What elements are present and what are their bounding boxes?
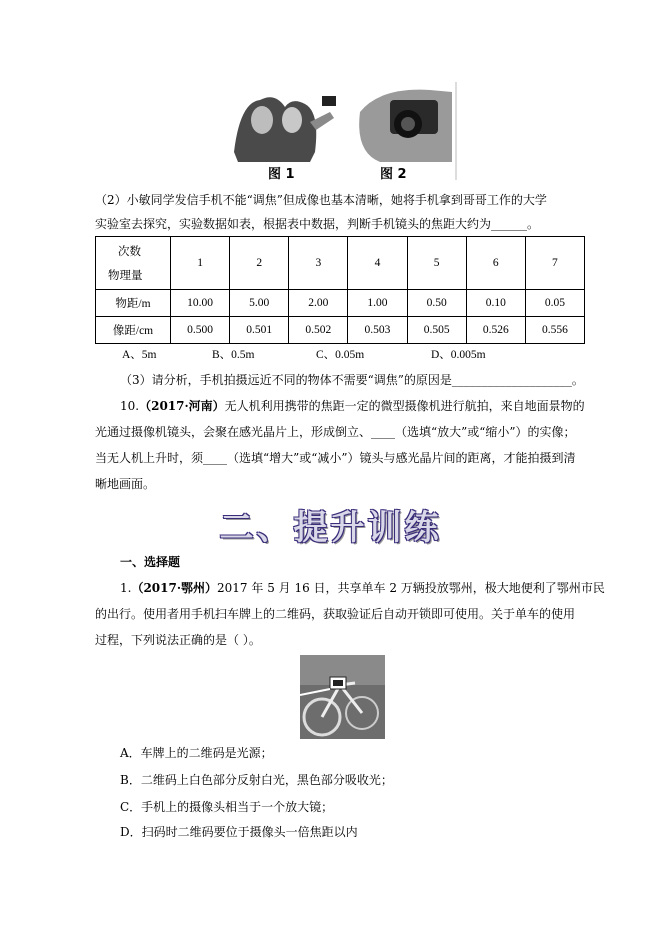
table-cell: 1.00 [348,290,407,317]
option-b: B、0.5m [212,349,255,361]
q10-line2: 光通过摄像机镜头，会聚在感光晶片上，形成倒立、____（选填“放大”或“缩小”）的实像； [95,425,576,439]
q10-line4: 晰地画面。 [95,477,156,491]
choice-c: C．手机上的摄像头相当于一个放大镜； [120,800,334,814]
q10-text: 无人机利用携带的焦距一定的微型摄像机进行航拍，来自地面景物的 [224,399,585,413]
header-top-label: 次数 [118,246,141,258]
table-cell: 0.502 [289,317,348,344]
column-header: 5 [407,237,466,290]
photos-image [230,82,458,180]
table-header-row [96,237,585,290]
q1-line1 [120,576,605,601]
choice-d: D．扫码时二维码要位于摄像头一倍焦距以内 [120,825,358,839]
bike-photo [300,655,385,739]
table-row [96,290,585,317]
q3-text: （3）请分析，手机拍摄远近不同的物体不需要“调焦”的原因是____________________。 [120,373,584,387]
figure-photos [230,82,458,180]
q1-line3: 过程，下列说法正确的是（ ）。 [95,633,261,647]
column-header: 3 [289,237,348,290]
q10-line3: 当无人机上升时，须____（选填“增大”或“减小”）镜头与感光晶片间的距离，才能拍摄到清 [95,451,576,465]
figure-caption-2: 图 2 [380,167,407,182]
table-cell: 0.503 [348,317,407,344]
table-cell: 5.00 [230,290,289,317]
q1-text: 2017 年 5 月 16 日，共享单车 2 万辆投放鄂州，极大地便利了鄂州市民 [217,581,605,595]
q1-source: （2017·鄂州） [131,581,218,595]
option-a: A、5m [122,349,157,361]
column-header: 6 [466,237,525,290]
table-cell: 0.556 [525,317,584,344]
q1-line2: 的出行。使用者用手机扫车牌上的二维码，获取验证后自动开锁即可使用。关于单车的使用 [95,607,576,621]
q10-source: （2017·河南） [139,399,225,413]
subsection-title: 一、选择题 [120,555,181,569]
choice-a: A．车牌上的二维码是光源； [120,746,273,760]
column-header: 1 [171,237,230,290]
table-row [96,317,585,344]
table-cell: 0.505 [407,317,466,344]
q2-line1: （2）小敏同学发信手机不能“调焦”但成像也基本清晰，她将手机拿到哥哥工作的大学 [95,193,547,207]
q10-number: 10. [120,399,140,413]
column-header: 4 [348,237,407,290]
q10-line1 [120,394,600,419]
column-header: 2 [230,237,289,290]
table-cell: 0.526 [466,317,525,344]
row-label: 像距/cm [96,317,171,344]
table-corner-cell [96,237,171,290]
table-cell: 0.05 [525,290,584,317]
table-cell: 0.501 [230,317,289,344]
option-d: D、0.005m [431,349,486,361]
q1-number: 1. [120,581,132,595]
section-title: 二、提升训练 [219,508,442,548]
header-bottom-label: 物理量 [108,270,143,282]
column-header: 7 [525,237,584,290]
table-cell: 10.00 [171,290,230,317]
table-cell: 0.50 [407,290,466,317]
option-c: C、0.05m [316,349,365,361]
data-table [95,236,585,344]
row-label: 物距/m [96,290,171,317]
table-cell: 2.00 [289,290,348,317]
bike-image [300,655,385,739]
table-cell: 0.500 [171,317,230,344]
choice-b: B．二维码上白色部分反射白光，黑色部分吸收光； [120,773,393,787]
q2-line2: 实验室去探究，实验数据如表，根据表中数据，判断手机镜头的焦距大约为______。 [95,217,540,231]
figure-caption-1: 图 1 [268,167,295,182]
table-cell: 0.10 [466,290,525,317]
